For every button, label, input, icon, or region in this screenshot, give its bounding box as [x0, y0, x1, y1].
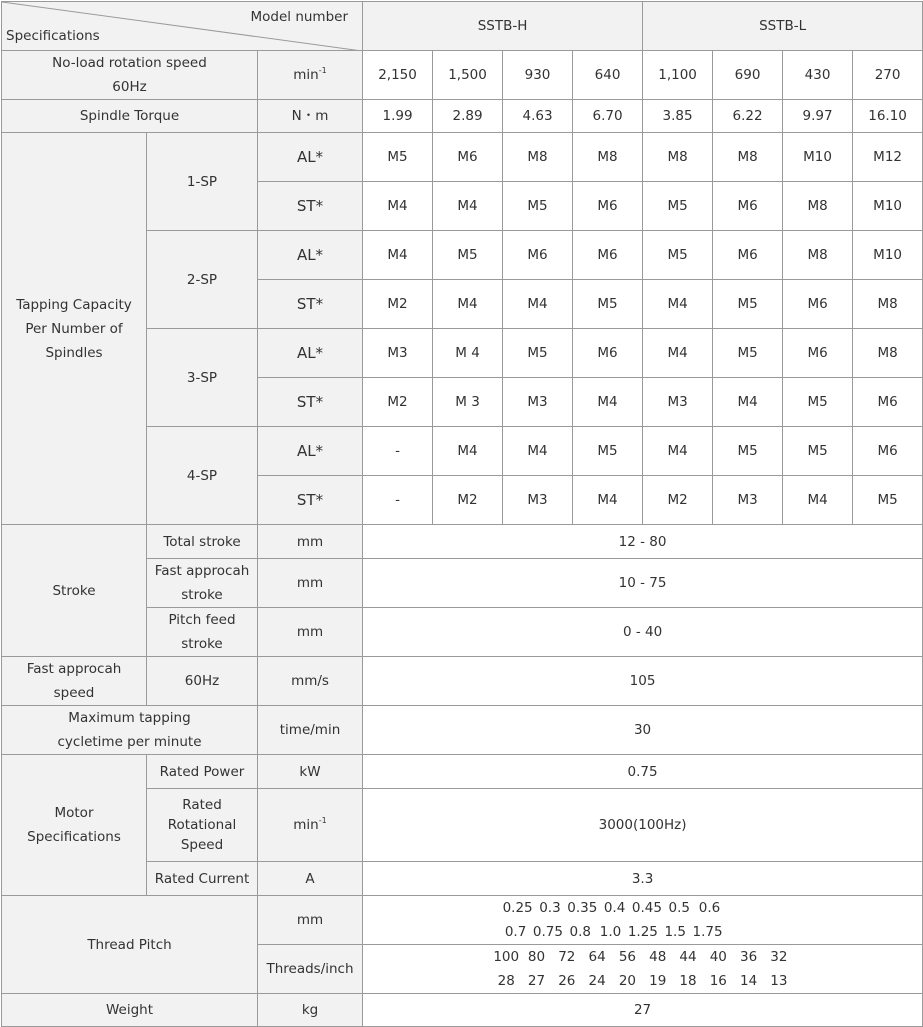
thread-tpi-value: 64	[588, 949, 606, 965]
motor-rot-label-line1: Rated	[182, 797, 222, 813]
tapping-row	[2, 133, 923, 182]
tapping-value: M6	[433, 133, 503, 182]
thread-tpi-value: 48	[649, 949, 667, 965]
motor-rot-unit	[258, 789, 363, 862]
tapping-value: M4	[713, 378, 783, 427]
tapping-value: M5	[713, 280, 783, 329]
tapping-label-line2: Per Number of	[25, 320, 123, 337]
thread-tpi-line2	[365, 969, 920, 993]
tapping-unit: ST*	[258, 378, 363, 427]
thread-mm-value: 0.45	[631, 900, 662, 916]
torque-value: 1.99	[363, 100, 433, 133]
tapping-value: M4	[503, 427, 573, 476]
tapping-value: M3	[643, 378, 713, 427]
tapping-value: M3	[503, 378, 573, 427]
motor-label-line2: Specifications	[27, 829, 121, 845]
torque-label: Spindle Torque	[2, 100, 258, 133]
torque-value: 9.97	[783, 100, 853, 133]
tapping-value: M6	[853, 427, 923, 476]
tapping-value: M4	[503, 280, 573, 329]
thread-tpi-value: 32	[770, 949, 788, 965]
tapping-value: M4	[363, 182, 433, 231]
tapping-value: M5	[853, 476, 923, 525]
torque-row	[2, 100, 923, 133]
tapping-value: M5	[433, 231, 503, 280]
thread-tpi-value: 80	[527, 949, 546, 965]
tapping-group-label: 4-SP	[147, 427, 258, 525]
thread-mm-value: 0.7	[504, 924, 527, 940]
thread-mm-value: 0.6	[698, 900, 721, 916]
cycle-label	[2, 706, 258, 755]
tapping-value: M6	[713, 182, 783, 231]
tapping-value: M2	[363, 280, 433, 329]
motor-current-label: Rated Current	[147, 862, 258, 896]
thread-mm-value: 0.35	[567, 900, 598, 916]
tapping-value: M4	[643, 329, 713, 378]
thread-tpi-value: 72	[558, 949, 576, 965]
noload-unit	[258, 51, 363, 100]
tapping-value: M3	[503, 476, 573, 525]
noload-value: 930	[503, 51, 573, 100]
tapping-unit: ST*	[258, 182, 363, 231]
stroke-fast-value: 10 - 75	[363, 559, 923, 608]
tapping-value: -	[363, 476, 433, 525]
noload-label	[2, 51, 258, 100]
spec-table	[1, 1, 923, 1027]
cycle-label-line1: Maximum tapping	[68, 710, 191, 726]
tapping-value: M5	[503, 329, 573, 378]
tapping-value: M8	[643, 133, 713, 182]
thread-mm-unit: mm	[258, 896, 363, 945]
thread-tpi-value: 18	[679, 973, 697, 989]
thread-mm-values	[363, 896, 923, 945]
noload-label-line2: 60Hz	[112, 79, 147, 95]
thread-mm-line2	[365, 920, 920, 944]
tapping-value: M10	[853, 231, 923, 280]
stroke-total-value: 12 - 80	[363, 525, 923, 559]
tapping-value: M10	[853, 182, 923, 231]
stroke-pitch-value: 0 - 40	[363, 608, 923, 657]
tapping-unit: AL*	[258, 133, 363, 182]
tapping-value: M5	[783, 378, 853, 427]
tapping-value: M4	[783, 476, 853, 525]
thread-label: Thread Pitch	[2, 896, 258, 994]
model-number-label: Model number	[250, 9, 349, 25]
fast-speed-sub: 60Hz	[147, 657, 258, 706]
tapping-value: M5	[713, 427, 783, 476]
noload-unit-sup: -1	[318, 66, 327, 75]
header-corner-cell	[2, 2, 363, 51]
tapping-value: M12	[853, 133, 923, 182]
thread-mm-value: 1.0	[599, 924, 622, 940]
thread-mm-value: 0.8	[569, 924, 591, 940]
tapping-value: M6	[783, 329, 853, 378]
motor-current-value: 3.3	[363, 862, 923, 896]
tapping-value: M8	[853, 329, 923, 378]
tapping-value: M2	[363, 378, 433, 427]
weight-unit: kg	[258, 994, 363, 1027]
tapping-unit: AL*	[258, 231, 363, 280]
motor-power-unit: kW	[258, 755, 363, 789]
stroke-fast-label-line2: stroke	[181, 587, 223, 603]
thread-tpi-value: 36	[740, 949, 758, 965]
stroke-fast-label-line1: Fast approcah	[154, 563, 250, 579]
noload-value: 1,100	[643, 51, 713, 100]
weight-label: Weight	[2, 994, 258, 1027]
tapping-value: M3	[713, 476, 783, 525]
tapping-value: M5	[643, 231, 713, 280]
fast-speed-unit: mm/s	[258, 657, 363, 706]
motor-current-unit: A	[258, 862, 363, 896]
tapping-label-line3: Spindles	[45, 344, 103, 361]
tapping-value: M10	[783, 133, 853, 182]
model-h-header: SSTB-H	[363, 2, 643, 51]
tapping-unit: AL*	[258, 427, 363, 476]
motor-rot-label-line3: Speed	[180, 837, 224, 853]
thread-tpi-value: 16	[709, 973, 727, 989]
noload-value: 640	[573, 51, 643, 100]
tapping-value: M4	[643, 427, 713, 476]
fast-speed-label-line2: speed	[53, 685, 95, 701]
torque-value: 2.89	[433, 100, 503, 133]
tapping-unit: ST*	[258, 280, 363, 329]
thread-mm-value: 0.4	[603, 900, 626, 916]
thread-mm-value: 0.75	[532, 924, 563, 940]
motor-rot-unit-base: min	[293, 817, 319, 833]
thread-tpi-value: 26	[558, 973, 576, 989]
tapping-value: M4	[643, 280, 713, 329]
thread-tpi-unit: Threads/inch	[258, 945, 363, 994]
tapping-group-label: 1-SP	[147, 133, 258, 231]
stroke-total-row	[2, 525, 923, 559]
stroke-label: Stroke	[2, 525, 147, 657]
stroke-pitch-label	[147, 608, 258, 657]
thread-tpi-value: 44	[679, 949, 697, 965]
stroke-pitch-unit: mm	[258, 608, 363, 657]
tapping-value: M8	[783, 182, 853, 231]
noload-row	[2, 51, 923, 100]
torque-value: 6.70	[573, 100, 643, 133]
tapping-value: M6	[783, 280, 853, 329]
thread-tpi-value: 13	[770, 973, 788, 989]
stroke-total-label: Total stroke	[147, 525, 258, 559]
tapping-value: M6	[573, 231, 643, 280]
tapping-value: M 4	[433, 329, 503, 378]
tapping-label-line1: Tapping Capacity	[16, 296, 132, 313]
tapping-value: M6	[573, 182, 643, 231]
thread-mm-value: 1.5	[664, 924, 686, 940]
specifications-label: Specifications	[6, 28, 100, 44]
motor-rot-unit-sup: -1	[318, 816, 327, 825]
tapping-value: M4	[433, 280, 503, 329]
torque-unit: N・m	[258, 100, 363, 133]
thread-tpi-value: 24	[588, 973, 606, 989]
fast-speed-label-line1: Fast approcah	[26, 661, 122, 677]
thread-mm-value: 0.3	[539, 900, 561, 916]
tapping-value: M4	[573, 378, 643, 427]
tapping-value: M6	[573, 329, 643, 378]
cycle-unit: time/min	[258, 706, 363, 755]
thread-tpi-value: 14	[740, 973, 758, 989]
thread-tpi-line1	[365, 945, 920, 969]
tapping-value: M 3	[433, 378, 503, 427]
noload-value: 2,150	[363, 51, 433, 100]
fast-speed-value: 105	[363, 657, 923, 706]
thread-tpi-value: 100	[493, 949, 520, 965]
noload-label-line1: No-load rotation speed	[52, 55, 207, 71]
thread-tpi-value: 19	[649, 973, 667, 989]
thread-mm-line1	[365, 896, 920, 920]
noload-value: 1,500	[433, 51, 503, 100]
tapping-value: M4	[433, 427, 503, 476]
tapping-value: M6	[503, 231, 573, 280]
motor-power-value: 0.75	[363, 755, 923, 789]
cycle-value: 30	[363, 706, 923, 755]
torque-value: 6.22	[713, 100, 783, 133]
thread-tpi-value: 20	[618, 973, 636, 989]
motor-rot-value: 3000(100Hz)	[363, 789, 923, 862]
weight-value: 27	[363, 994, 923, 1027]
noload-value: 270	[853, 51, 923, 100]
stroke-pitch-label-line1: Pitch feed	[168, 612, 236, 628]
noload-unit-base: min	[293, 67, 319, 83]
tapping-value: -	[363, 427, 433, 476]
torque-value: 16.10	[853, 100, 923, 133]
motor-label	[2, 755, 147, 896]
tapping-group-label: 3-SP	[147, 329, 258, 427]
motor-rot-label-line2: Rotational	[167, 817, 237, 833]
stroke-total-unit: mm	[258, 525, 363, 559]
stroke-fast-label	[147, 559, 258, 608]
fast-speed-row	[2, 657, 923, 706]
torque-value: 3.85	[643, 100, 713, 133]
tapping-value: M6	[853, 378, 923, 427]
noload-value: 430	[783, 51, 853, 100]
thread-mm-value: 0.25	[502, 900, 533, 916]
header-row	[2, 2, 923, 51]
weight-row	[2, 994, 923, 1027]
tapping-value: M8	[783, 231, 853, 280]
tapping-value: M5	[573, 427, 643, 476]
thread-tpi-value: 56	[618, 949, 636, 965]
tapping-value: M2	[643, 476, 713, 525]
fast-speed-label	[2, 657, 147, 706]
thread-tpi-value: 40	[709, 949, 727, 965]
motor-power-row	[2, 755, 923, 789]
tapping-value: M5	[573, 280, 643, 329]
noload-value: 690	[713, 51, 783, 100]
cycle-row	[2, 706, 923, 755]
motor-rot-label	[147, 789, 258, 862]
tapping-value: M5	[643, 182, 713, 231]
stroke-pitch-label-line2: stroke	[181, 636, 223, 652]
tapping-value: M2	[433, 476, 503, 525]
tapping-value: M4	[573, 476, 643, 525]
tapping-unit: AL*	[258, 329, 363, 378]
tapping-value: M3	[363, 329, 433, 378]
tapping-value: M5	[783, 427, 853, 476]
tapping-group-label: 2-SP	[147, 231, 258, 329]
stroke-fast-unit: mm	[258, 559, 363, 608]
thread-tpi-value: 27	[527, 973, 546, 989]
thread-mm-value: 1.75	[692, 924, 723, 940]
tapping-value: M4	[363, 231, 433, 280]
model-l-header: SSTB-L	[643, 2, 923, 51]
tapping-value: M8	[853, 280, 923, 329]
tapping-value: M5	[713, 329, 783, 378]
tapping-value: M8	[503, 133, 573, 182]
tapping-value: M5	[503, 182, 573, 231]
thread-tpi-values	[363, 945, 923, 994]
thread-tpi-value: 28	[497, 973, 515, 989]
thread-mm-value: 0.5	[668, 900, 690, 916]
torque-value: 4.63	[503, 100, 573, 133]
tapping-label	[2, 133, 147, 525]
tapping-value: M8	[713, 133, 783, 182]
tapping-value: M5	[363, 133, 433, 182]
cycle-label-line2: cycletime per minute	[57, 734, 202, 750]
motor-power-label: Rated Power	[147, 755, 258, 789]
tapping-unit: ST*	[258, 476, 363, 525]
tapping-value: M4	[433, 182, 503, 231]
motor-label-line1: Motor	[54, 805, 94, 821]
tapping-value: M6	[713, 231, 783, 280]
tapping-value: M8	[573, 133, 643, 182]
thread-mm-value: 1.25	[627, 924, 658, 940]
thread-mm-row	[2, 896, 923, 945]
